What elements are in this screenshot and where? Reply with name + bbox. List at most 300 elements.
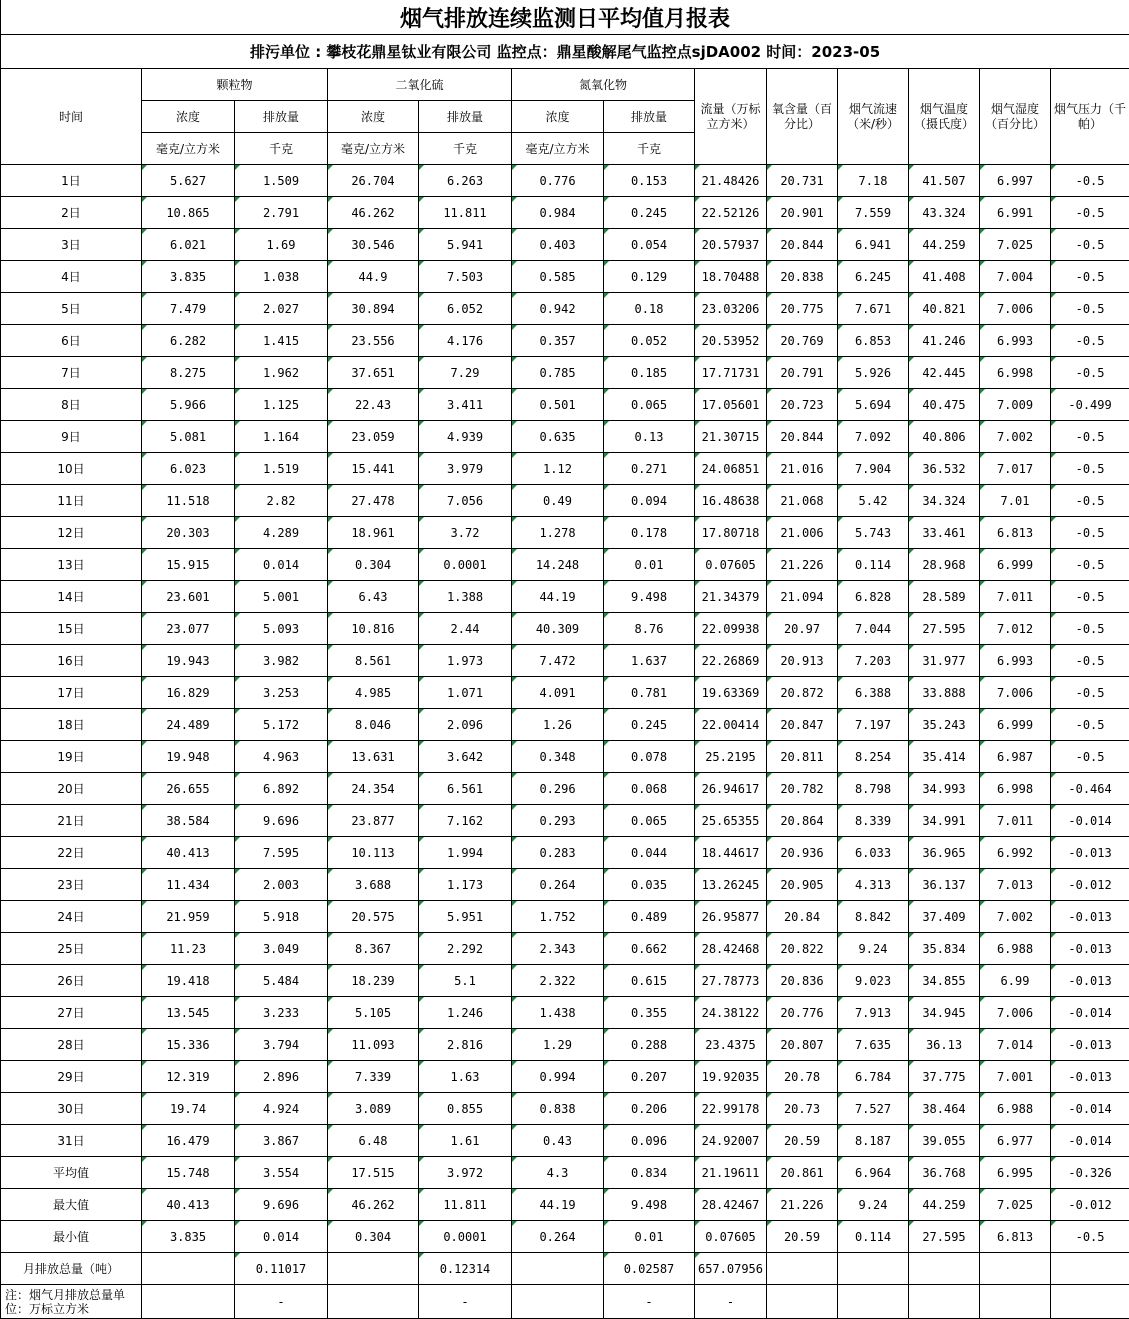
cell-so2-emission: 7.056	[419, 485, 512, 517]
report-title: 烟气排放连续监测日平均值月报表	[1, 0, 1129, 35]
cell-flow: 19.63369	[695, 677, 767, 709]
total-blank	[838, 1253, 909, 1285]
cell-so2-emission: 5.951	[419, 901, 512, 933]
cell-temperature: 40.475	[909, 389, 980, 421]
cell-so2-conc: 20.575	[328, 901, 419, 933]
cell-temperature: 28.968	[909, 549, 980, 581]
cell-oxygen: 20.59	[767, 1125, 838, 1157]
cell-nox-conc: 2.322	[512, 965, 604, 997]
cell-oxygen: 20.864	[767, 805, 838, 837]
cell-humidity: 6.998	[980, 773, 1051, 805]
cell-particulate-conc: 5.081	[142, 421, 235, 453]
cell-pressure: -0.5	[1051, 165, 1129, 197]
cell-nox-emission: 0.044	[604, 837, 695, 869]
cell-particulate-conc: 5.966	[142, 389, 235, 421]
cell-nox-conc: 1.26	[512, 709, 604, 741]
cell-humidity: 7.025	[980, 1189, 1051, 1221]
cell-oxygen: 20.936	[767, 837, 838, 869]
cell-temperature: 36.13	[909, 1029, 980, 1061]
cell-temperature: 36.532	[909, 453, 980, 485]
table-row	[1, 1061, 1129, 1093]
cell-nox-conc: 14.248	[512, 549, 604, 581]
total-blank	[909, 1253, 980, 1285]
cell-flow: 28.42468	[695, 933, 767, 965]
cell-oxygen: 20.97	[767, 613, 838, 645]
cell-nox-conc: 0.942	[512, 293, 604, 325]
cell-velocity: 6.388	[838, 677, 909, 709]
cell-particulate-conc: 16.479	[142, 1125, 235, 1157]
cell-so2-emission: 3.972	[419, 1157, 512, 1189]
cell-pressure: -0.326	[1051, 1157, 1129, 1189]
cell-flow: 17.05601	[695, 389, 767, 421]
cell-so2-conc: 4.985	[328, 677, 419, 709]
cell-nox-conc: 4.091	[512, 677, 604, 709]
cell-temperature: 40.821	[909, 293, 980, 325]
cell-particulate-emission: 3.867	[235, 1125, 328, 1157]
cell-so2-conc: 0.304	[328, 549, 419, 581]
cell-pressure: -0.499	[1051, 389, 1129, 421]
cell-flow: 13.26245	[695, 869, 767, 901]
cell-day: 9日	[1, 421, 142, 453]
cell-humidity: 7.012	[980, 613, 1051, 645]
cell-particulate-conc: 12.319	[142, 1061, 235, 1093]
cell-so2-conc: 18.961	[328, 517, 419, 549]
cell-temperature: 37.775	[909, 1061, 980, 1093]
unit-so2-emission: 千克	[419, 133, 512, 165]
cell-particulate-conc: 20.303	[142, 517, 235, 549]
cell-oxygen: 20.84	[767, 901, 838, 933]
cell-temperature: 35.834	[909, 933, 980, 965]
cell-so2-emission: 1.071	[419, 677, 512, 709]
cell-day: 平均值	[1, 1157, 142, 1189]
cell-so2-conc: 23.059	[328, 421, 419, 453]
table-row	[1, 741, 1129, 773]
note-blank	[142, 1285, 235, 1319]
cell-flow: 26.94617	[695, 773, 767, 805]
cell-so2-emission: 4.176	[419, 325, 512, 357]
cell-nox-emission: 0.096	[604, 1125, 695, 1157]
cell-flow: 16.48638	[695, 485, 767, 517]
cell-nox-emission: 0.129	[604, 261, 695, 293]
cell-particulate-emission: 1.415	[235, 325, 328, 357]
table-row	[1, 645, 1129, 677]
cell-nox-conc: 4.3	[512, 1157, 604, 1189]
cell-so2-emission: 6.052	[419, 293, 512, 325]
cell-so2-conc: 24.354	[328, 773, 419, 805]
cell-particulate-emission: 3.982	[235, 645, 328, 677]
cell-so2-emission: 1.173	[419, 869, 512, 901]
total-particulate: 0.11017	[235, 1253, 328, 1285]
cell-temperature: 33.888	[909, 677, 980, 709]
table-row	[1, 1093, 1129, 1125]
cell-flow: 18.70488	[695, 261, 767, 293]
cell-so2-emission: 0.855	[419, 1093, 512, 1125]
cell-day: 13日	[1, 549, 142, 581]
header-nox-conc: 浓度	[512, 101, 604, 133]
cell-so2-emission: 6.561	[419, 773, 512, 805]
cell-day: 31日	[1, 1125, 142, 1157]
cell-day: 7日	[1, 357, 142, 389]
cell-pressure: -0.013	[1051, 1029, 1129, 1061]
cell-pressure: -0.5	[1051, 1221, 1129, 1253]
cell-temperature: 34.945	[909, 997, 980, 1029]
cell-day: 23日	[1, 869, 142, 901]
cell-humidity: 6.988	[980, 1093, 1051, 1125]
cell-pressure: -0.5	[1051, 357, 1129, 389]
cell-humidity: 6.993	[980, 645, 1051, 677]
cell-so2-emission: 1.973	[419, 645, 512, 677]
cell-so2-conc: 5.105	[328, 997, 419, 1029]
cell-velocity: 7.559	[838, 197, 909, 229]
cell-pressure: -0.012	[1051, 869, 1129, 901]
cell-pressure: -0.5	[1051, 261, 1129, 293]
cell-velocity: 4.313	[838, 869, 909, 901]
cell-so2-conc: 13.631	[328, 741, 419, 773]
table-row	[1, 1157, 1129, 1189]
table-row	[1, 1221, 1129, 1253]
cell-particulate-conc: 3.835	[142, 261, 235, 293]
cell-humidity: 7.006	[980, 677, 1051, 709]
cell-oxygen: 20.811	[767, 741, 838, 773]
cell-velocity: 6.784	[838, 1061, 909, 1093]
cell-oxygen: 20.844	[767, 421, 838, 453]
cell-velocity: 7.197	[838, 709, 909, 741]
cell-particulate-emission: 4.963	[235, 741, 328, 773]
cell-day: 2日	[1, 197, 142, 229]
cell-velocity: 7.203	[838, 645, 909, 677]
cell-nox-emission: 0.245	[604, 709, 695, 741]
note-blank	[838, 1285, 909, 1319]
cell-velocity: 8.254	[838, 741, 909, 773]
cell-nox-emission: 0.068	[604, 773, 695, 805]
cell-so2-emission: 2.292	[419, 933, 512, 965]
cell-humidity: 6.977	[980, 1125, 1051, 1157]
cell-nox-emission: 0.271	[604, 453, 695, 485]
cell-pressure: -0.5	[1051, 453, 1129, 485]
cell-pressure: -0.5	[1051, 549, 1129, 581]
cell-particulate-conc: 23.601	[142, 581, 235, 613]
cell-flow: 24.92007	[695, 1125, 767, 1157]
cell-so2-conc: 10.816	[328, 613, 419, 645]
cell-so2-emission: 1.388	[419, 581, 512, 613]
cell-pressure: -0.014	[1051, 997, 1129, 1029]
cell-particulate-conc: 8.275	[142, 357, 235, 389]
cell-nox-conc: 0.283	[512, 837, 604, 869]
cell-nox-emission: 0.615	[604, 965, 695, 997]
cell-oxygen: 20.791	[767, 357, 838, 389]
cell-temperature: 34.993	[909, 773, 980, 805]
table-row	[1, 421, 1129, 453]
cell-pressure: -0.5	[1051, 229, 1129, 261]
cell-nox-conc: 0.264	[512, 869, 604, 901]
cell-humidity: 7.002	[980, 421, 1051, 453]
cell-nox-emission: 0.01	[604, 549, 695, 581]
cell-pressure: -0.014	[1051, 1125, 1129, 1157]
cell-temperature: 43.324	[909, 197, 980, 229]
cell-temperature: 34.855	[909, 965, 980, 997]
unit-particulate-conc: 毫克/立方米	[142, 133, 235, 165]
cell-nox-conc: 7.472	[512, 645, 604, 677]
cell-oxygen: 21.226	[767, 549, 838, 581]
cell-humidity: 7.013	[980, 869, 1051, 901]
cell-flow: 0.07605	[695, 549, 767, 581]
table-row	[1, 389, 1129, 421]
cell-temperature: 31.977	[909, 645, 980, 677]
cell-nox-emission: 0.288	[604, 1029, 695, 1061]
cell-pressure: -0.013	[1051, 965, 1129, 997]
cell-humidity: 7.01	[980, 485, 1051, 517]
table-row	[1, 517, 1129, 549]
cell-day: 21日	[1, 805, 142, 837]
cell-particulate-emission: 3.554	[235, 1157, 328, 1189]
cell-flow: 22.52126	[695, 197, 767, 229]
cell-pressure: -0.013	[1051, 1061, 1129, 1093]
cell-oxygen: 21.226	[767, 1189, 838, 1221]
cell-velocity: 6.853	[838, 325, 909, 357]
cell-nox-conc: 44.19	[512, 581, 604, 613]
cell-so2-conc: 15.441	[328, 453, 419, 485]
table-row	[1, 325, 1129, 357]
cell-velocity: 7.904	[838, 453, 909, 485]
note-blank	[980, 1285, 1051, 1319]
cell-particulate-emission: 5.093	[235, 613, 328, 645]
cell-so2-conc: 0.304	[328, 1221, 419, 1253]
table-row	[1, 229, 1129, 261]
cell-nox-conc: 0.501	[512, 389, 604, 421]
cell-so2-emission: 1.61	[419, 1125, 512, 1157]
cell-temperature: 36.137	[909, 869, 980, 901]
cell-temperature: 40.806	[909, 421, 980, 453]
table-row	[1, 965, 1129, 997]
cell-flow: 23.03206	[695, 293, 767, 325]
cell-particulate-conc: 15.336	[142, 1029, 235, 1061]
cell-nox-conc: 1.752	[512, 901, 604, 933]
cell-velocity: 6.033	[838, 837, 909, 869]
cell-nox-conc: 0.838	[512, 1093, 604, 1125]
unit-so2-conc: 毫克/立方米	[328, 133, 419, 165]
cell-nox-conc: 0.49	[512, 485, 604, 517]
cell-flow: 20.57937	[695, 229, 767, 261]
cell-particulate-emission: 9.696	[235, 805, 328, 837]
cell-nox-emission: 0.094	[604, 485, 695, 517]
header-velocity: 烟气流速（米/秒）	[838, 69, 909, 165]
cell-day: 15日	[1, 613, 142, 645]
cell-flow: 19.92035	[695, 1061, 767, 1093]
cell-nox-conc: 1.12	[512, 453, 604, 485]
cell-humidity: 7.006	[980, 997, 1051, 1029]
cell-flow: 21.48426	[695, 165, 767, 197]
cell-flow: 18.44617	[695, 837, 767, 869]
cell-particulate-conc: 10.865	[142, 197, 235, 229]
header-humidity: 烟气湿度（百分比）	[980, 69, 1051, 165]
cell-pressure: -0.464	[1051, 773, 1129, 805]
cell-velocity: 8.339	[838, 805, 909, 837]
note-dash-nox: -	[604, 1285, 695, 1319]
cell-so2-conc: 10.113	[328, 837, 419, 869]
header-time: 时间	[1, 69, 142, 165]
cell-particulate-emission: 1.962	[235, 357, 328, 389]
cell-pressure: -0.5	[1051, 613, 1129, 645]
table-row	[1, 613, 1129, 645]
cell-particulate-conc: 3.835	[142, 1221, 235, 1253]
cell-nox-conc: 0.264	[512, 1221, 604, 1253]
cell-so2-emission: 3.411	[419, 389, 512, 421]
cell-velocity: 7.635	[838, 1029, 909, 1061]
cell-so2-emission: 7.162	[419, 805, 512, 837]
cell-day: 11日	[1, 485, 142, 517]
cell-so2-emission: 7.29	[419, 357, 512, 389]
table-row	[1, 709, 1129, 741]
cell-temperature: 35.414	[909, 741, 980, 773]
cell-nox-conc: 0.635	[512, 421, 604, 453]
cell-pressure: -0.5	[1051, 293, 1129, 325]
cell-so2-conc: 7.339	[328, 1061, 419, 1093]
cell-temperature: 34.991	[909, 805, 980, 837]
cell-oxygen: 21.016	[767, 453, 838, 485]
cell-so2-conc: 8.046	[328, 709, 419, 741]
cell-particulate-emission: 2.896	[235, 1061, 328, 1093]
cell-nox-conc: 1.278	[512, 517, 604, 549]
total-flow: 657.07956	[695, 1253, 767, 1285]
table-row	[1, 293, 1129, 325]
total-nox-blank	[512, 1253, 604, 1285]
table-row	[1, 997, 1129, 1029]
header-flow: 流量（万标立方米）	[695, 69, 767, 165]
cell-particulate-conc: 40.413	[142, 1189, 235, 1221]
cell-day: 8日	[1, 389, 142, 421]
cell-flow: 25.65355	[695, 805, 767, 837]
cell-particulate-conc: 13.545	[142, 997, 235, 1029]
cell-oxygen: 20.905	[767, 869, 838, 901]
table-row	[1, 485, 1129, 517]
total-nox: 0.02587	[604, 1253, 695, 1285]
cell-so2-conc: 22.43	[328, 389, 419, 421]
cell-particulate-emission: 1.038	[235, 261, 328, 293]
cell-particulate-conc: 6.021	[142, 229, 235, 261]
cell-velocity: 8.187	[838, 1125, 909, 1157]
cell-so2-conc: 17.515	[328, 1157, 419, 1189]
cell-nox-conc: 2.343	[512, 933, 604, 965]
cell-temperature: 36.768	[909, 1157, 980, 1189]
cell-velocity: 7.913	[838, 997, 909, 1029]
cell-particulate-emission: 1.69	[235, 229, 328, 261]
cell-humidity: 7.002	[980, 901, 1051, 933]
cell-flow: 23.4375	[695, 1029, 767, 1061]
cell-nox-conc: 0.403	[512, 229, 604, 261]
cell-day: 26日	[1, 965, 142, 997]
header-so2-conc: 浓度	[328, 101, 419, 133]
cell-nox-conc: 0.585	[512, 261, 604, 293]
header-particulate: 颗粒物	[142, 69, 328, 101]
cell-velocity: 9.24	[838, 933, 909, 965]
cell-flow: 0.07605	[695, 1221, 767, 1253]
cell-velocity: 9.24	[838, 1189, 909, 1221]
cell-humidity: 6.995	[980, 1157, 1051, 1189]
cell-day: 19日	[1, 741, 142, 773]
cell-humidity: 7.006	[980, 293, 1051, 325]
report-info: 排污单位 : 攀枝花鼎星钛业有限公司 监控点：鼎星酸解尾气监控点sjDA002 时间：2023-05	[1, 35, 1129, 69]
cell-day: 12日	[1, 517, 142, 549]
cell-day: 24日	[1, 901, 142, 933]
cell-nox-conc: 0.43	[512, 1125, 604, 1157]
cell-nox-emission: 0.035	[604, 869, 695, 901]
cell-so2-conc: 11.093	[328, 1029, 419, 1061]
cell-particulate-emission: 1.519	[235, 453, 328, 485]
cell-nox-conc: 0.348	[512, 741, 604, 773]
cell-oxygen: 20.807	[767, 1029, 838, 1061]
cell-particulate-emission: 0.014	[235, 1221, 328, 1253]
cell-particulate-emission: 2.791	[235, 197, 328, 229]
total-particulate-blank	[142, 1253, 235, 1285]
cell-particulate-emission: 5.001	[235, 581, 328, 613]
cell-temperature: 41.408	[909, 261, 980, 293]
cell-humidity: 7.009	[980, 389, 1051, 421]
cell-velocity: 7.092	[838, 421, 909, 453]
cell-day: 3日	[1, 229, 142, 261]
cell-particulate-emission: 5.484	[235, 965, 328, 997]
cell-particulate-conc: 11.434	[142, 869, 235, 901]
cell-flow: 26.95877	[695, 901, 767, 933]
cell-pressure: -0.013	[1051, 837, 1129, 869]
cell-so2-conc: 30.546	[328, 229, 419, 261]
cell-flow: 24.38122	[695, 997, 767, 1029]
cell-pressure: -0.5	[1051, 517, 1129, 549]
cell-day: 14日	[1, 581, 142, 613]
cell-so2-conc: 3.089	[328, 1093, 419, 1125]
cell-velocity: 0.114	[838, 549, 909, 581]
cell-flow: 27.78773	[695, 965, 767, 997]
cell-flow: 21.30715	[695, 421, 767, 453]
cell-velocity: 6.828	[838, 581, 909, 613]
note-label: 注：烟气月排放总量单位：万标立方米	[1, 1285, 142, 1319]
cell-particulate-emission: 2.027	[235, 293, 328, 325]
cell-so2-emission: 2.44	[419, 613, 512, 645]
cell-nox-emission: 0.078	[604, 741, 695, 773]
cell-particulate-conc: 7.479	[142, 293, 235, 325]
cell-day: 29日	[1, 1061, 142, 1093]
cell-oxygen: 20.73	[767, 1093, 838, 1125]
cell-flow: 17.71731	[695, 357, 767, 389]
cell-particulate-conc: 15.748	[142, 1157, 235, 1189]
cell-oxygen: 20.769	[767, 325, 838, 357]
cell-oxygen: 20.838	[767, 261, 838, 293]
cell-particulate-emission: 2.003	[235, 869, 328, 901]
cell-so2-emission: 1.246	[419, 997, 512, 1029]
cell-so2-emission: 1.63	[419, 1061, 512, 1093]
cell-nox-conc: 0.785	[512, 357, 604, 389]
cell-so2-emission: 11.811	[419, 1189, 512, 1221]
unit-particulate-emission: 千克	[235, 133, 328, 165]
cell-temperature: 33.461	[909, 517, 980, 549]
table-row	[1, 1029, 1129, 1061]
table-row	[1, 837, 1129, 869]
cell-velocity: 7.044	[838, 613, 909, 645]
cell-humidity: 6.99	[980, 965, 1051, 997]
cell-so2-conc: 46.262	[328, 197, 419, 229]
cell-pressure: -0.5	[1051, 581, 1129, 613]
total-blank	[980, 1253, 1051, 1285]
cell-humidity: 7.025	[980, 229, 1051, 261]
cell-velocity: 7.18	[838, 165, 909, 197]
note-dash-so2: -	[419, 1285, 512, 1319]
cell-nox-conc: 0.293	[512, 805, 604, 837]
cell-particulate-emission: 4.924	[235, 1093, 328, 1125]
cell-day: 最小值	[1, 1221, 142, 1253]
cell-so2-conc: 46.262	[328, 1189, 419, 1221]
header-nox: 氮氧化物	[512, 69, 695, 101]
table-row	[1, 581, 1129, 613]
cell-humidity: 6.987	[980, 741, 1051, 773]
